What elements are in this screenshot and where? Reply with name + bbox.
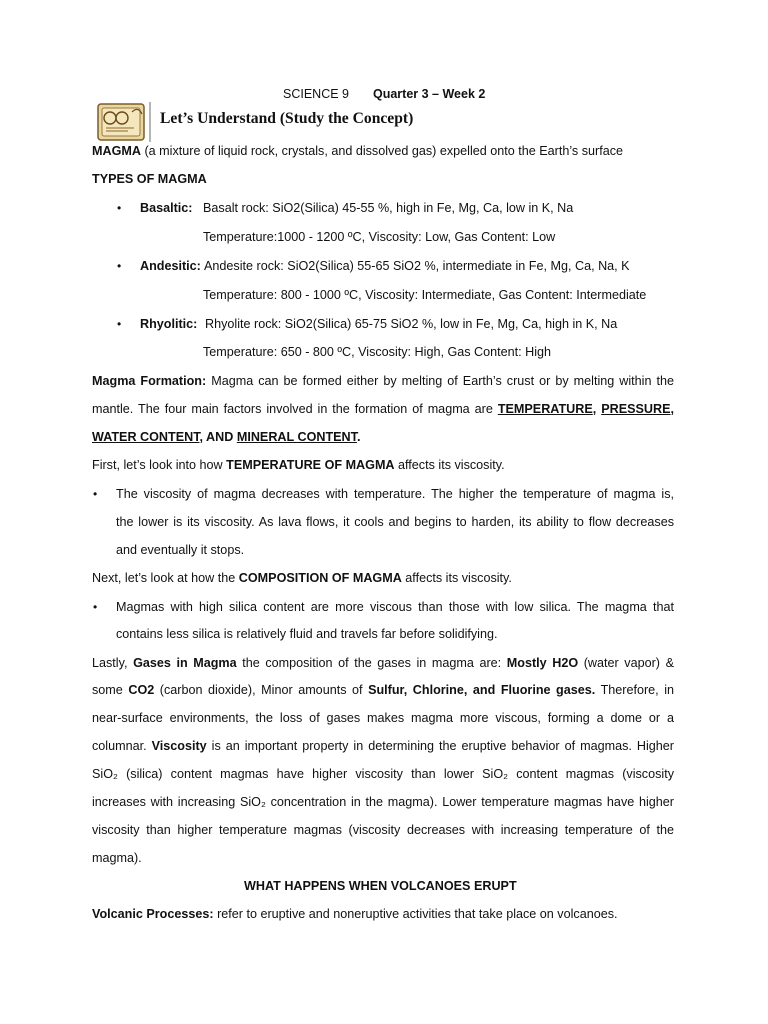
gases-in-magma: Gases in Magma (133, 656, 237, 670)
temperature-bullet-line: The viscosity of magma decreases with temperature. The higher the temperature of magma is, (116, 487, 674, 501)
magma-definition (92, 143, 623, 159)
temperature-bullet-line: the lower is its viscosity. As lava flows, it cools and begins to harden, its ability to flow decreases (116, 515, 674, 529)
type-line2-rhyolitic: Temperature: 650 - 800 ºC, Viscosity: High, Gas Content: High (203, 345, 552, 359)
type-line1-andesitic: Andesite rock: SiO2(Silica) 55-65 SiO2 %, intermediate in Fe, Mg, Ca, Na, K (204, 259, 630, 273)
co2: CO2 (128, 683, 155, 697)
bullet-icon: • (117, 201, 122, 215)
subject-label: SCIENCE 9 (283, 87, 349, 101)
bullet-icon: • (93, 600, 98, 614)
magma-definition-text: (a mixture of liquid rock, crystals, and dissolved gas) expelled onto the Earth’s surface (140, 144, 624, 158)
temperature-intro (92, 457, 505, 473)
gases-line-5: SiO₂ (silica) content magmas have higher viscosity than lower SiO₂ content magmas (viscosity (92, 767, 674, 781)
gases-text: (carbon dioxide), Minor amounts of (154, 683, 369, 697)
formation-line-2 (92, 401, 674, 417)
gases-text: some (92, 683, 129, 697)
factor-temperature: TEMPERATURE (497, 402, 593, 416)
type-line1-basaltic: Basalt rock: SiO2(Silica) 45-55 %, high in Fe, Mg, Ca, low in K, Na (203, 201, 574, 215)
gases-line-3: near-surface environments, the loss of gases makes magma more viscous, forming a dome or a (92, 711, 674, 725)
gases-line-7: viscosity than higher temperature magmas (viscosity decreases with increasing temperature of the (92, 823, 674, 837)
formation-line-1 (92, 373, 674, 389)
composition-bullet-line: contains less silica is relatively fluid and travels far before solidifying. (116, 627, 498, 641)
formation-text: Magma can be formed either by melting of Earth’s crust or by melting within the (206, 374, 675, 388)
gases-text: Therefore, in (595, 683, 675, 697)
quarter-week-label: Quarter 3 – Week 2 (373, 87, 486, 101)
gases-line-1 (92, 655, 674, 671)
magma-term: MAGMA (92, 144, 141, 158)
bullet-icon: • (93, 487, 98, 501)
type-line2-andesitic: Temperature: 800 - 1000 ºC, Viscosity: Intermediate, Gas Content: Intermediate (203, 288, 647, 302)
gases-line-2 (92, 682, 674, 698)
gases-text: Lastly, (92, 656, 134, 670)
bullet-icon: • (117, 317, 122, 331)
intro-text: affects its viscosity. (394, 458, 505, 472)
factor-water-content: WATER CONTENT (92, 430, 200, 444)
type-name-andesitic: Andesitic: (140, 259, 201, 273)
eruption-heading: WHAT HAPPENS WHEN VOLCANOES ERUPT (244, 879, 517, 893)
viscosity-term: Viscosity (151, 739, 207, 753)
temperature-bullet-line: and eventually it stops. (116, 543, 245, 557)
gases-text: columnar. (92, 739, 152, 753)
factor-mineral-content: MINERAL CONTENT (236, 430, 357, 444)
formation-text: mantle. The four main factors involved in the formation of magma are (92, 402, 498, 416)
separator: , (592, 402, 602, 416)
intro-text: First, let’s look into how (92, 458, 227, 472)
gases-text: (water vapor) & (578, 656, 674, 670)
volcanic-processes (92, 906, 618, 922)
factor-pressure: PRESSURE (601, 402, 671, 416)
bullet-icon: • (117, 259, 122, 273)
scroll-book-icon (96, 100, 154, 144)
temperature-of-magma: TEMPERATURE OF MAGMA (226, 458, 395, 472)
type-name-basaltic: Basaltic: (140, 201, 193, 215)
composition-bullet-line: Magmas with high silica content are more viscous than those with low silica. The magma that (116, 600, 674, 614)
intro-text: Next, let’s look at how the (92, 571, 239, 585)
gases-line-8: magma). (92, 851, 142, 865)
intro-text: affects its viscosity. (401, 571, 512, 585)
separator: , AND (199, 430, 237, 444)
gases-text: is an important property in determining the eruptive behavior of magmas. Higher (206, 739, 674, 753)
volcanic-processes-label: Volcanic Processes: (92, 907, 214, 921)
formation-label: Magma Formation: (92, 374, 207, 388)
composition-intro (92, 570, 512, 586)
mostly-h2o: Mostly H2O (506, 656, 579, 670)
type-line2-basaltic: Temperature:1000 - 1200 ºC, Viscosity: Low, Gas Content: Low (203, 230, 556, 244)
type-name-rhyolitic: Rhyolitic: (140, 317, 198, 331)
minor-gases: Sulfur, Chlorine, and Fluorine gases. (368, 683, 596, 697)
gases-line-4 (92, 738, 674, 754)
gases-line-6: increases with increasing SiO₂ concentration in the magma). Lower temperature magmas have higher (92, 795, 674, 809)
section-title: Let’s Understand (Study the Concept) (160, 110, 414, 127)
separator: , (670, 402, 675, 416)
gases-text: the composition of the gases in magma are: (236, 656, 507, 670)
formation-line-3 (92, 429, 360, 445)
volcanic-processes-text: refer to eruptive and noneruptive activities that take place on volcanoes. (213, 907, 618, 921)
composition-of-magma: COMPOSITION OF MAGMA (238, 571, 402, 585)
types-heading: TYPES OF MAGMA (92, 172, 207, 186)
type-line1-rhyolitic: Rhyolite rock: SiO2(Silica) 65-75 SiO2 %, low in Fe, Mg, Ca, high in K, Na (205, 317, 618, 331)
period: . (356, 430, 361, 444)
